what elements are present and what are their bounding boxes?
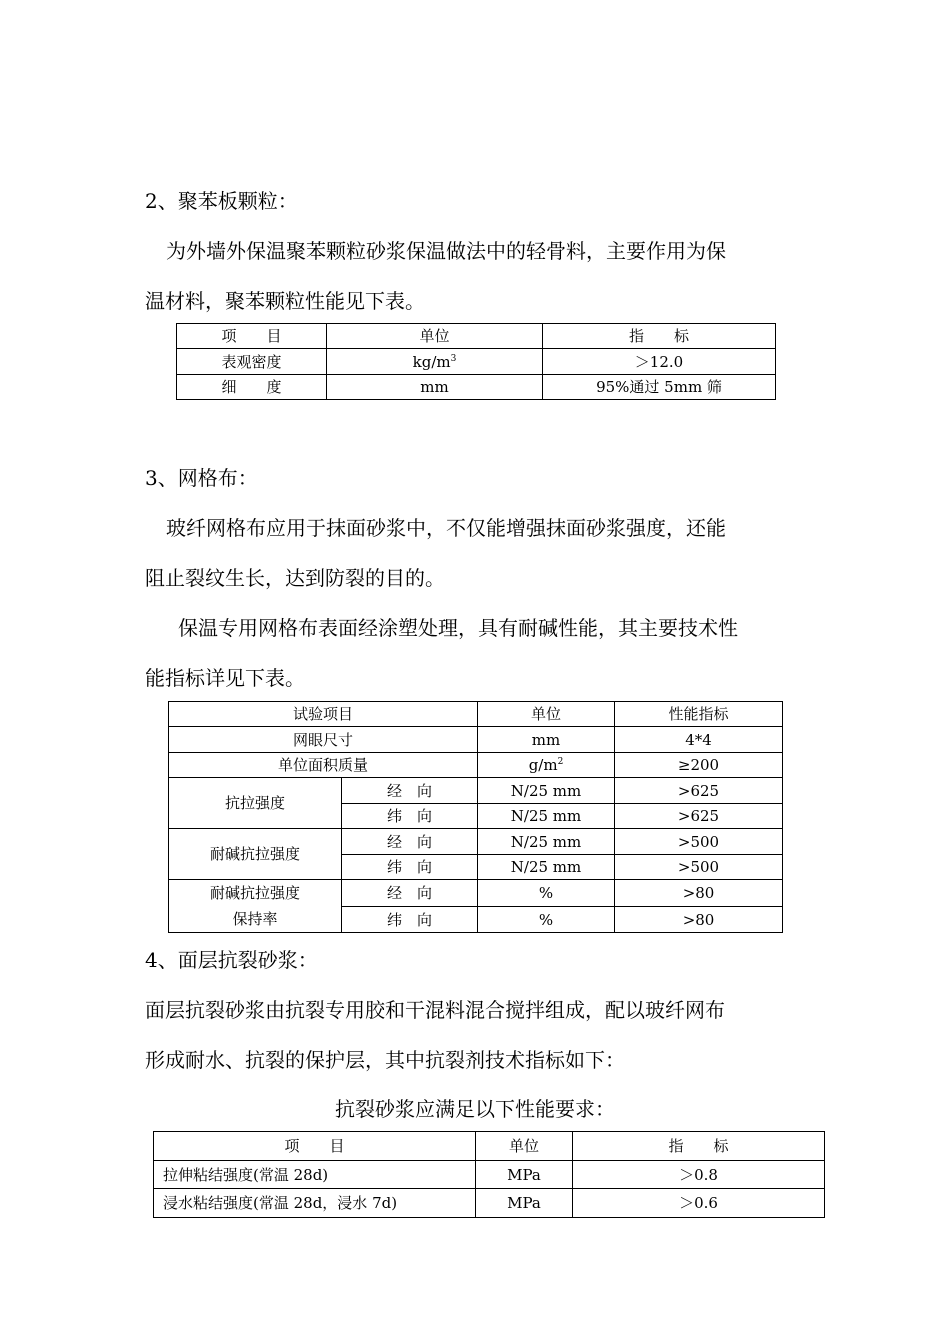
table-row [177,375,776,400]
cell-item: 表观密度 [177,349,327,375]
cell-value: >625 [615,804,783,829]
cell-item: 单位面积质量 [169,753,478,778]
header-unit: 单位 [478,702,615,727]
cell-unit: N/25 mm [478,855,615,880]
cell-item: 拉伸粘结强度(常温 28d) [154,1161,476,1189]
section-3-paragraph1-line1: 玻纤网格布应用于抹面砂浆中，不仅能增强抹面砂浆强度，还能 [166,516,726,540]
cell-unit: N/25 mm [478,778,615,804]
cell-unit [327,349,543,375]
section-3-paragraph1-line2: 阻止裂纹生长，达到防裂的目的。 [145,566,445,590]
section-3-paragraph2-line2: 能指标详见下表。 [145,666,305,690]
cell-direction: 经 向 [342,880,478,907]
table-header-row [154,1132,825,1161]
cell-item: 细 度 [177,375,327,400]
cell-unit [478,753,615,778]
section-4-table-caption: 抗裂砂浆应满足以下性能要求： [335,1097,615,1121]
cell-unit: MPa [476,1189,573,1218]
section-2-paragraph-line1: 为外墙外保温聚苯颗粒砂浆保温做法中的轻骨料，主要作用为保 [166,239,726,263]
cell-unit: N/25 mm [478,829,615,855]
cell-value: ＞12.0 [543,349,776,375]
retention-item-line1: 耐碱抗拉强度 [209,884,300,902]
cell-direction: 经 向 [342,778,478,804]
cell-direction: 经 向 [342,829,478,855]
unit-superscript: 3 [450,353,457,364]
cell-unit: mm [327,375,543,400]
cell-value: >500 [615,855,783,880]
cell-item: 浸水粘结强度(常温 28d，浸水 7d) [154,1189,476,1218]
header-performance: 性能指标 [615,702,783,727]
table-header-row [177,324,776,349]
table-row [177,349,776,375]
cell-group-item [169,880,342,933]
section-3-paragraph2-line1: 保温专用网格布表面经涂塑处理，具有耐碱性能，其主要技术性 [178,616,738,640]
header-item: 项 目 [177,324,327,349]
header-unit: 单位 [327,324,543,349]
cell-value: ≥200 [615,753,783,778]
header-index: 指 标 [573,1132,825,1161]
cell-value: >625 [615,778,783,804]
cell-value: >80 [615,880,783,907]
section-4-paragraph-line1: 面层抗裂砂浆由抗裂专用胶和干混料混合搅拌组成，配以玻纤网布 [145,998,725,1022]
cell-value: ＞0.8 [573,1161,825,1189]
header-item: 项 目 [154,1132,476,1161]
section-4-heading: 4、面层抗裂砂浆： [145,948,318,972]
cell-direction: 纬 向 [342,804,478,829]
unit-base: g/m [528,756,558,774]
table-row [169,778,783,804]
table-row [169,829,783,855]
cell-group-item: 抗拉强度 [169,778,342,829]
cell-value: >500 [615,829,783,855]
table-row [169,753,783,778]
cell-unit: MPa [476,1161,573,1189]
header-index: 指 标 [543,324,776,349]
cell-unit: mm [478,727,615,753]
unit-superscript: 2 [557,757,564,767]
cell-direction: 纬 向 [342,907,478,933]
header-test-item: 试验项目 [169,702,478,727]
cell-value: >80 [615,907,783,933]
section-3-heading: 3、网格布： [145,466,258,490]
mesh-cloth-table [168,701,783,933]
cell-value: 4*4 [615,727,783,753]
unit-base: kg/m [412,352,451,371]
cell-unit: % [478,880,615,907]
polystyrene-granule-table [176,323,776,400]
cell-unit: N/25 mm [478,804,615,829]
retention-item-line2: 保持率 [232,910,278,928]
cell-value: 95%通过 5mm 筛 [543,375,776,400]
crack-resistant-mortar-table [153,1131,825,1218]
section-4-paragraph-line2: 形成耐水、抗裂的保护层，其中抗裂剂技术指标如下： [145,1048,625,1072]
cell-direction: 纬 向 [342,855,478,880]
cell-item: 网眼尺寸 [169,727,478,753]
table-row [169,727,783,753]
cell-group-item: 耐碱抗拉强度 [169,829,342,880]
cell-unit: % [478,907,615,933]
table-row [154,1189,825,1218]
table-row [154,1161,825,1189]
section-2-heading: 2、聚苯板颗粒： [145,189,298,213]
table-header-row [169,702,783,727]
table-row [169,880,783,907]
cell-value: ＞0.6 [573,1189,825,1218]
section-2-paragraph-line2: 温材料，聚苯颗粒性能见下表。 [145,289,425,313]
header-unit: 单位 [476,1132,573,1161]
